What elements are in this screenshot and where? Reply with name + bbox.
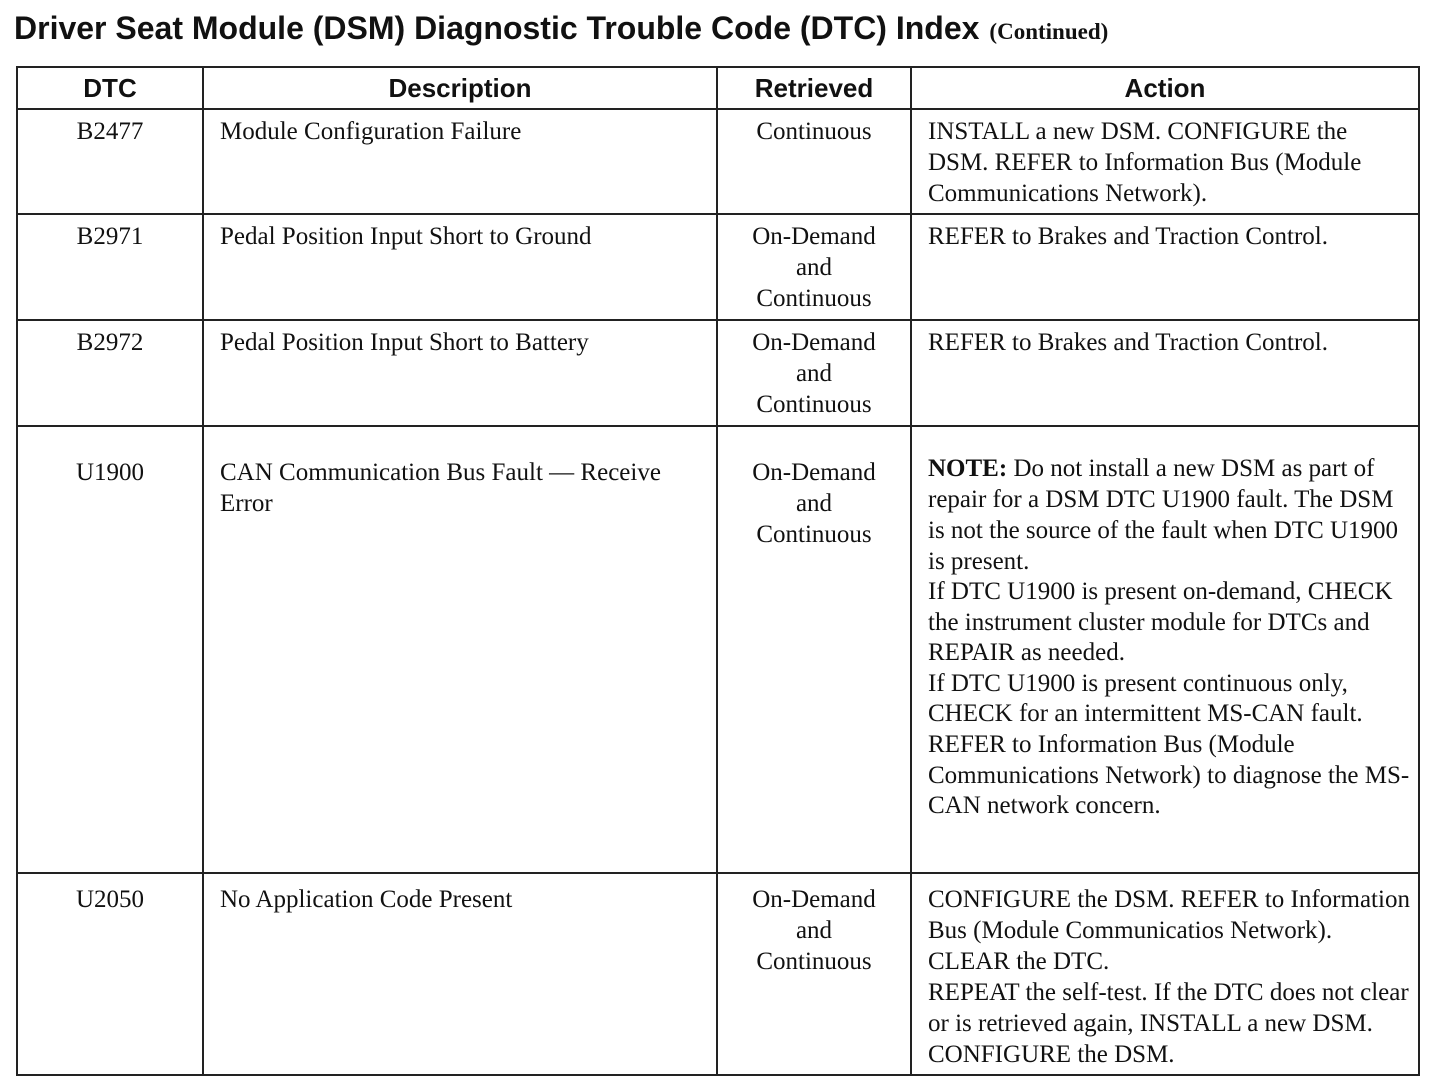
dtc-retrieved	[717, 109, 911, 214]
note-label: NOTE:	[928, 455, 1008, 482]
dtc-action: REFER to Brakes and Traction Control.	[911, 214, 1419, 320]
dtc-retrieved	[717, 426, 911, 873]
dtc-description: CAN Communication Bus Fault — Receive Error	[203, 426, 717, 873]
retrieved-text: Continuous	[756, 118, 872, 145]
header-action: Action	[911, 67, 1419, 109]
dtc-description: No Application Code Present	[203, 873, 717, 1075]
dtc-description: Module Configuration Failure	[203, 109, 717, 214]
table-row	[17, 109, 1419, 214]
table-row	[17, 873, 1419, 1075]
dtc-description: Pedal Position Input Short to Ground	[203, 214, 717, 320]
dtc-description: Pedal Position Input Short to Battery	[203, 320, 717, 426]
dtc-action	[911, 873, 1419, 1075]
header-dtc: DTC	[17, 67, 203, 109]
note-text: Do not install a new DSM as part of repair for a DSM DTC U1900 fault. The DSM is not the source of the fault when DTC U1900 is present.	[928, 455, 1399, 575]
dtc-code: B2971	[17, 214, 203, 320]
dtc-index-table	[16, 66, 1420, 1076]
dtc-action: REFER to Brakes and Traction Control.	[911, 320, 1419, 426]
dtc-action: INSTALL a new DSM. CONFIGURE the DSM. REFER to Information Bus (Module Communications Network).	[911, 109, 1419, 214]
action-paragraph: If DTC U1900 is present on-demand, CHECK the instrument cluster module for DTCs and REPAIR as needed.	[928, 578, 1393, 667]
table-header-row	[17, 67, 1419, 109]
title-text: Driver Seat Module (DSM) Diagnostic Trouble Code (DTC) Index	[14, 10, 980, 46]
action-paragraph: CONFIGURE the DSM. REFER to Information Bus (Module Communicatios Network). CLEAR the DTC.	[928, 886, 1410, 975]
dtc-code: U1900	[17, 426, 203, 873]
header-retrieved: Retrieved	[717, 67, 911, 109]
retrieved-text: On-Demand and Continuous	[752, 886, 876, 975]
action-paragraph: If DTC U1900 is present continuous only, CHECK for an intermittent MS-CAN fault. REFER to Information Bus (Module Communications Network) to diagnose the MS-CAN network concern.	[928, 669, 1410, 820]
retrieved-text: On-Demand and Continuous	[752, 329, 876, 418]
dtc-retrieved	[717, 873, 911, 1075]
dtc-code: U2050	[17, 873, 203, 1075]
dtc-retrieved	[717, 320, 911, 426]
dtc-code: B2972	[17, 320, 203, 426]
dtc-code: B2477	[17, 109, 203, 214]
dtc-retrieved	[717, 214, 911, 320]
retrieved-text: On-Demand and Continuous	[752, 459, 876, 548]
dtc-action	[911, 426, 1419, 873]
continued-label: (Continued)	[989, 19, 1109, 44]
table-row	[17, 320, 1419, 426]
action-note	[928, 453, 1412, 577]
header-description: Description	[203, 67, 717, 109]
table-row	[17, 214, 1419, 320]
action-paragraph: REPEAT the self-test. If the DTC does not clear or is retrieved again, INSTALL a new DSM. CONFIGURE the DSM.	[928, 979, 1409, 1068]
page-title	[14, 6, 1108, 54]
table-row	[17, 426, 1419, 873]
retrieved-text: On-Demand and Continuous	[752, 223, 876, 312]
